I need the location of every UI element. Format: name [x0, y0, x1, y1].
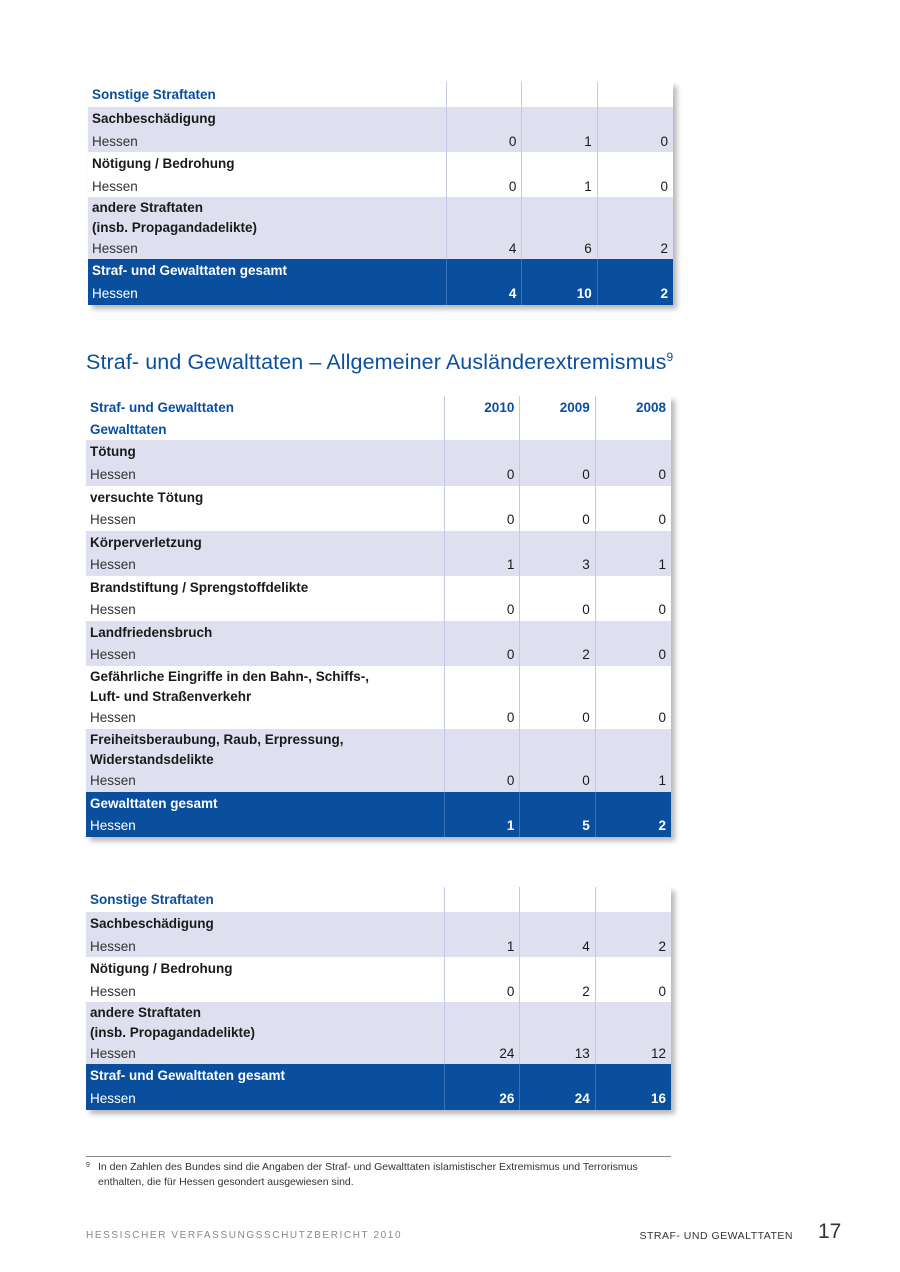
table-row	[86, 686, 671, 706]
row-label: Straf- und Gewalttaten	[90, 399, 235, 415]
value-cell	[519, 486, 594, 508]
row-label: Hessen	[90, 602, 136, 617]
value-cell	[444, 1022, 519, 1042]
value-cell: 2	[597, 282, 673, 305]
table-row	[86, 1064, 671, 1087]
row-label: Gewalttaten gesamt	[90, 795, 218, 811]
value-cell: 3	[519, 553, 594, 576]
value-cell	[521, 217, 596, 237]
value-cell	[597, 82, 673, 107]
value-cell	[444, 957, 519, 980]
row-label: Hessen	[90, 512, 136, 527]
value-cell	[444, 1064, 519, 1087]
value-cell: 2	[519, 980, 594, 1002]
row-label: (insb. Propagandadelikte)	[90, 1024, 256, 1040]
table-row	[88, 237, 673, 259]
value-cell: 0	[519, 598, 594, 621]
value-cell: 4	[519, 935, 594, 957]
value-cell	[446, 82, 521, 107]
value-cell	[595, 1022, 671, 1042]
value-cell	[446, 107, 521, 130]
value-cell	[595, 486, 671, 508]
value-cell	[595, 792, 671, 814]
value-cell	[444, 1002, 519, 1022]
value-cell: 24	[519, 1087, 594, 1110]
value-cell: 0	[446, 175, 521, 197]
value-cell	[595, 729, 671, 749]
value-cell: 26	[444, 1087, 519, 1110]
value-cell	[444, 749, 519, 769]
row-label: Sonstige Straftaten	[92, 87, 216, 102]
table-row	[86, 553, 671, 576]
value-cell	[597, 217, 673, 237]
table-row	[86, 643, 671, 666]
row-label: Hessen	[92, 178, 138, 194]
value-cell: 0	[444, 706, 519, 729]
row-label: Sachbeschädigung	[90, 916, 214, 931]
value-cell	[444, 912, 519, 935]
table-row	[88, 82, 673, 107]
row-label: Hessen	[92, 286, 138, 301]
value-cell: 0	[444, 769, 519, 792]
value-cell	[519, 1064, 594, 1087]
value-cell	[446, 152, 521, 175]
value-cell	[519, 686, 594, 706]
value-cell	[446, 217, 521, 237]
value-cell	[521, 152, 596, 175]
table-row	[86, 706, 671, 729]
value-cell	[595, 666, 671, 686]
value-cell	[595, 749, 671, 769]
value-cell: 13	[519, 1042, 594, 1064]
table-row	[86, 729, 671, 749]
row-label: Hessen	[90, 1091, 136, 1106]
value-cell: 10	[521, 282, 596, 305]
table-row	[86, 531, 671, 553]
value-cell: 0	[595, 463, 671, 486]
footnote-ref: 9	[666, 350, 674, 364]
value-cell: 0	[444, 463, 519, 486]
value-cell	[519, 957, 594, 980]
value-cell	[521, 82, 596, 107]
row-label: Widerstandsdelikte	[90, 751, 214, 767]
value-cell	[597, 152, 673, 175]
table-row	[86, 749, 671, 769]
value-cell	[519, 440, 594, 463]
value-cell: 0	[519, 769, 594, 792]
value-cell	[444, 486, 519, 508]
value-cell: 2008	[595, 396, 671, 418]
value-cell	[597, 107, 673, 130]
value-cell: 0	[595, 643, 671, 666]
row-label: Freiheitsberaubung, Raub, Erpressung,	[90, 731, 344, 747]
row-label: Nötigung / Bedrohung	[92, 156, 235, 171]
value-cell: 2010	[444, 396, 519, 418]
table-row	[86, 814, 671, 837]
value-cell	[519, 621, 594, 643]
table-row	[88, 152, 673, 175]
row-label: Nötigung / Bedrohung	[90, 961, 233, 976]
value-cell: 4	[446, 237, 521, 259]
table-row	[86, 980, 671, 1002]
value-cell	[519, 912, 594, 935]
value-cell	[595, 686, 671, 706]
row-label: Straf- und Gewalttaten gesamt	[92, 263, 288, 278]
table-row	[86, 887, 671, 912]
table-gewalttaten	[86, 396, 671, 837]
value-cell: 2	[519, 643, 594, 666]
row-label: Gefährliche Eingriffe in den Bahn-, Schiffs-,	[90, 668, 370, 684]
value-cell	[597, 197, 673, 217]
row-label: Sachbeschädigung	[92, 111, 216, 126]
row-label: Gewalttaten	[90, 421, 167, 437]
value-cell	[519, 666, 594, 686]
table-row	[86, 440, 671, 463]
footnote-number: 9	[86, 1162, 90, 1169]
value-cell	[444, 666, 519, 686]
page-number: 17	[818, 1220, 842, 1243]
value-cell	[597, 259, 673, 282]
value-cell: 0	[597, 130, 673, 152]
value-cell: 16	[595, 1087, 671, 1110]
row-label: Hessen	[90, 938, 136, 954]
value-cell: 0	[595, 508, 671, 531]
row-label: Luft- und Straßenverkehr	[90, 688, 252, 704]
value-cell	[521, 197, 596, 217]
value-cell	[521, 107, 596, 130]
value-cell	[519, 887, 594, 912]
row-label: Hessen	[92, 240, 138, 256]
table-row	[86, 1022, 671, 1042]
value-cell: 0	[519, 463, 594, 486]
value-cell	[595, 912, 671, 935]
row-label: Hessen	[90, 983, 136, 999]
table-row	[86, 935, 671, 957]
table-row	[88, 282, 673, 305]
value-cell	[444, 621, 519, 643]
value-cell	[444, 887, 519, 912]
footnote-text: In den Zahlen des Bundes sind die Angaben der Straf- und Gewalttaten islamistischer Extremismus und Terrorismus enthalten, die für Hessen gesondert ausgewiesen sind.	[98, 1161, 638, 1188]
footnote	[86, 1160, 676, 1190]
value-cell	[595, 957, 671, 980]
value-cell	[595, 531, 671, 553]
footnote-divider	[86, 1156, 671, 1157]
footer-publication-title: HESSISCHER VERFASSUNGSSCHUTZBERICHT 2010	[86, 1230, 403, 1241]
table-row	[86, 769, 671, 792]
value-cell	[444, 440, 519, 463]
table-row	[86, 486, 671, 508]
value-cell: 0	[444, 980, 519, 1002]
value-cell: 0	[446, 130, 521, 152]
value-cell: 5	[519, 814, 594, 837]
row-label: Hessen	[90, 557, 136, 572]
footer-chapter-title: STRAF- UND GEWALTTATEN	[639, 1230, 793, 1242]
value-cell	[521, 259, 596, 282]
table-row	[86, 792, 671, 814]
value-cell: 0	[519, 706, 594, 729]
value-cell	[444, 792, 519, 814]
value-cell	[519, 418, 594, 440]
value-cell	[519, 1002, 594, 1022]
table-row	[86, 418, 671, 440]
row-label: Straf- und Gewalttaten gesamt	[90, 1068, 286, 1083]
table-row	[86, 666, 671, 686]
value-cell: 1	[444, 814, 519, 837]
value-cell: 0	[595, 980, 671, 1002]
table-row	[88, 217, 673, 237]
row-label: (insb. Propagandadelikte)	[92, 219, 258, 235]
row-label: Hessen	[90, 773, 136, 788]
value-cell	[519, 1022, 594, 1042]
table-row	[88, 175, 673, 197]
value-cell: 0	[444, 598, 519, 621]
value-cell: 4	[446, 282, 521, 305]
value-cell: 0	[595, 706, 671, 729]
value-cell: 1	[595, 553, 671, 576]
row-label: Sonstige Straftaten	[90, 892, 214, 907]
table-row	[86, 1087, 671, 1110]
value-cell	[519, 531, 594, 553]
row-label: Körperverletzung	[90, 534, 202, 550]
row-label: Hessen	[90, 647, 136, 662]
value-cell: 0	[595, 598, 671, 621]
row-label: Hessen	[90, 710, 136, 725]
value-cell: 0	[444, 508, 519, 531]
row-label: andere Straftaten	[90, 1004, 202, 1020]
table-sonstige-straftaten-bottom	[86, 887, 671, 1110]
row-label: Landfriedensbruch	[90, 624, 213, 640]
row-label: versuchte Tötung	[90, 489, 204, 505]
table-row	[86, 396, 671, 418]
value-cell: 2	[595, 814, 671, 837]
value-cell	[595, 621, 671, 643]
value-cell: 1	[595, 769, 671, 792]
value-cell: 2	[595, 935, 671, 957]
value-cell	[444, 576, 519, 598]
value-cell	[595, 440, 671, 463]
table-row	[86, 576, 671, 598]
row-label: Hessen	[90, 467, 136, 482]
table-row	[86, 1042, 671, 1064]
value-cell	[444, 418, 519, 440]
value-cell: 0	[597, 175, 673, 197]
value-cell: 1	[444, 553, 519, 576]
row-label: Hessen	[90, 818, 136, 833]
row-label: Hessen	[90, 1045, 136, 1061]
value-cell: 2	[597, 237, 673, 259]
value-cell	[595, 887, 671, 912]
value-cell	[595, 1064, 671, 1087]
value-cell: 6	[521, 237, 596, 259]
value-cell	[446, 197, 521, 217]
table-row	[88, 130, 673, 152]
table-row	[86, 957, 671, 980]
value-cell	[595, 418, 671, 440]
table-row	[86, 508, 671, 531]
value-cell: 1	[521, 175, 596, 197]
row-label: Brandstiftung / Sprengstoffdelikte	[90, 579, 309, 595]
value-cell: 0	[519, 508, 594, 531]
value-cell	[444, 729, 519, 749]
row-label: andere Straftaten	[92, 199, 204, 215]
value-cell	[519, 749, 594, 769]
table-row	[86, 463, 671, 486]
value-cell: 12	[595, 1042, 671, 1064]
row-label: Hessen	[92, 133, 138, 149]
value-cell	[519, 576, 594, 598]
value-cell	[446, 259, 521, 282]
row-label: Tötung	[90, 444, 136, 459]
value-cell: 1	[521, 130, 596, 152]
table-row	[88, 107, 673, 130]
section-title: Straf- und Gewalttaten – Allgemeiner Ausländerextremismus$^9$	[86, 350, 674, 375]
value-cell: 0	[444, 643, 519, 666]
value-cell	[519, 792, 594, 814]
table-row	[88, 197, 673, 217]
value-cell	[595, 1002, 671, 1022]
table-row	[86, 912, 671, 935]
table-row	[88, 259, 673, 282]
value-cell	[519, 729, 594, 749]
value-cell	[444, 531, 519, 553]
table-row	[86, 1002, 671, 1022]
value-cell	[595, 576, 671, 598]
table-row	[86, 598, 671, 621]
value-cell: 1	[444, 935, 519, 957]
table-sonstige-straftaten-top	[88, 82, 673, 305]
table-row	[86, 621, 671, 643]
value-cell	[444, 686, 519, 706]
value-cell: 24	[444, 1042, 519, 1064]
value-cell: 2009	[519, 396, 594, 418]
